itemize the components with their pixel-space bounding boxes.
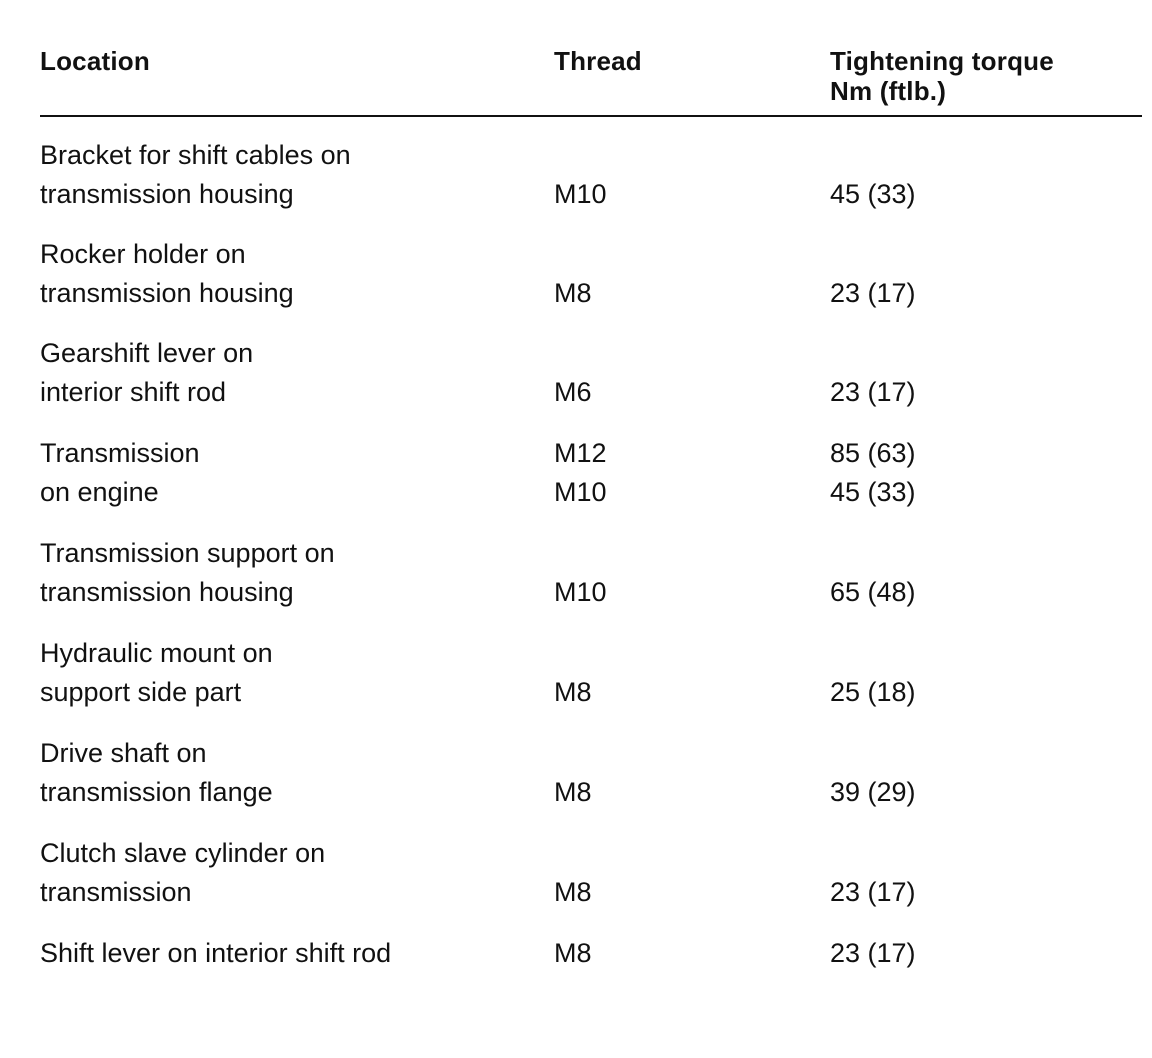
cell-location bbox=[40, 934, 391, 973]
header-torque-line1: Tightening torque bbox=[830, 46, 1054, 76]
location-line: on engine bbox=[40, 476, 159, 507]
thread-line: M10 bbox=[554, 476, 607, 507]
torque-line: 85 (63) bbox=[830, 438, 916, 468]
thread-line: M10 bbox=[554, 576, 607, 607]
location-line: transmission housing bbox=[40, 576, 294, 607]
thread-line bbox=[554, 334, 592, 373]
thread-line: M8 bbox=[554, 938, 592, 968]
location-line: Transmission bbox=[40, 438, 200, 468]
torque-line: 45 (33) bbox=[830, 178, 916, 209]
location-line: Clutch slave cylinder on bbox=[40, 838, 326, 868]
thread-line: M8 bbox=[554, 776, 592, 807]
thread-line bbox=[554, 235, 592, 274]
cell-thread bbox=[554, 534, 607, 611]
cell-torque bbox=[830, 136, 916, 213]
thread-line: M12 bbox=[554, 438, 607, 468]
cell-thread bbox=[554, 934, 592, 973]
torque-line: 23 (17) bbox=[830, 876, 916, 907]
location-line: Transmission support on bbox=[40, 538, 335, 568]
header-torque bbox=[830, 46, 1054, 106]
cell-thread bbox=[554, 434, 607, 511]
torque-line bbox=[830, 136, 916, 175]
location-line: support side part bbox=[40, 676, 242, 707]
thread-line bbox=[554, 634, 592, 673]
torque-line: 23 (17) bbox=[830, 376, 916, 407]
torque-line: 65 (48) bbox=[830, 576, 916, 607]
header-location: Location bbox=[40, 46, 150, 76]
cell-location bbox=[40, 834, 325, 911]
cell-location bbox=[40, 235, 294, 312]
cell-torque bbox=[830, 934, 916, 973]
thread-line: M6 bbox=[554, 376, 592, 407]
cell-location bbox=[40, 434, 200, 511]
cell-torque bbox=[830, 734, 916, 811]
cell-thread bbox=[554, 634, 592, 711]
torque-line bbox=[830, 734, 916, 773]
cell-thread bbox=[554, 334, 592, 411]
location-line: Bracket for shift cables on bbox=[40, 140, 351, 170]
location-line: interior shift rod bbox=[40, 376, 227, 407]
torque-line bbox=[830, 634, 916, 673]
thread-line bbox=[554, 834, 592, 873]
torque-line: 39 (29) bbox=[830, 776, 916, 807]
torque-line: 23 (17) bbox=[830, 277, 916, 308]
thread-line: M10 bbox=[554, 178, 607, 209]
header-thread: Thread bbox=[554, 46, 642, 76]
thread-line: M8 bbox=[554, 277, 592, 308]
location-line: Hydraulic mount on bbox=[40, 638, 273, 668]
location-line: Drive shaft on bbox=[40, 738, 207, 768]
location-line: transmission flange bbox=[40, 776, 273, 807]
thread-line: M8 bbox=[554, 676, 592, 707]
torque-line bbox=[830, 834, 916, 873]
cell-thread bbox=[554, 235, 592, 312]
cell-location bbox=[40, 634, 273, 711]
cell-torque bbox=[830, 834, 916, 911]
cell-location bbox=[40, 334, 253, 411]
cell-torque bbox=[830, 235, 916, 312]
location-line: Rocker holder on bbox=[40, 239, 246, 269]
cell-location bbox=[40, 734, 273, 811]
location-line: Shift lever on interior shift rod bbox=[40, 938, 392, 968]
torque-line bbox=[830, 334, 916, 373]
table-header bbox=[40, 46, 1140, 118]
torque-line bbox=[830, 235, 916, 274]
torque-line: 23 (17) bbox=[830, 938, 916, 968]
cell-thread bbox=[554, 834, 592, 911]
header-torque-line2: Nm (ftlb.) bbox=[830, 76, 947, 106]
cell-torque bbox=[830, 534, 916, 611]
thread-line: M8 bbox=[554, 876, 592, 907]
location-line: Gearshift lever on bbox=[40, 338, 254, 368]
thread-line bbox=[554, 136, 607, 175]
torque-line: 45 (33) bbox=[830, 476, 916, 507]
thread-line bbox=[554, 734, 592, 773]
location-line: transmission housing bbox=[40, 277, 294, 308]
cell-location bbox=[40, 534, 335, 611]
cell-torque bbox=[830, 334, 916, 411]
location-line: transmission bbox=[40, 876, 192, 907]
torque-line bbox=[830, 534, 916, 573]
thread-line bbox=[554, 534, 607, 573]
torque-line: 25 (18) bbox=[830, 676, 916, 707]
cell-thread bbox=[554, 734, 592, 811]
cell-thread bbox=[554, 136, 607, 213]
cell-torque bbox=[830, 434, 916, 511]
cell-location bbox=[40, 136, 351, 213]
header-divider bbox=[40, 115, 1142, 117]
cell-torque bbox=[830, 634, 916, 711]
location-line: transmission housing bbox=[40, 178, 294, 209]
